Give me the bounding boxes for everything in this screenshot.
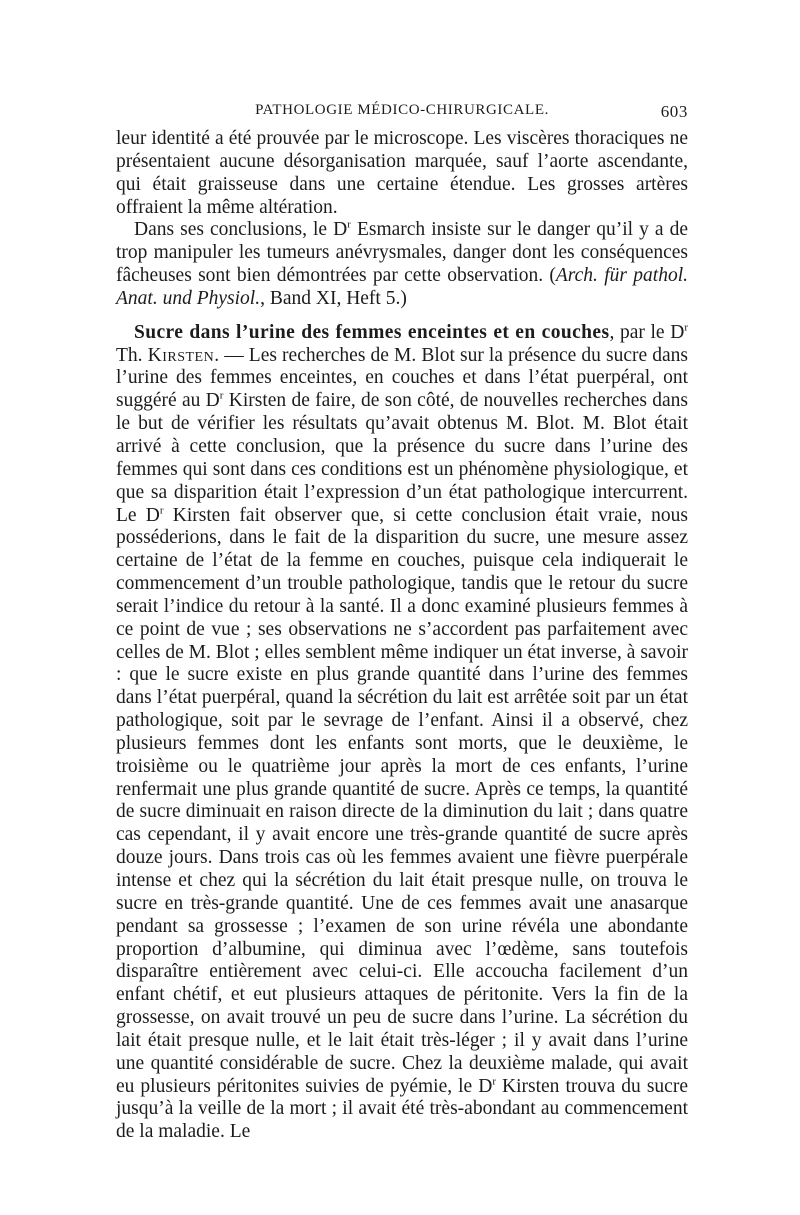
- article-body: Kirsten de faire, de son côté, de nouvelles recherches dans le but de vérifier les résultats qu’avait obtenus M. Blot. M. Blot était arrivé à cette conclusion, que la présence du sucre dans l’urine des femmes qui sont dans ces conditions est un phénomène physiologique, et que sa disparition était l’expression d’un état pathologique intercurrent. Le D: [116, 390, 688, 526]
- document-page: [116, 100, 688, 1144]
- author-name: Kirsten: [147, 344, 215, 366]
- doctor-abbrev-sup: r: [159, 504, 164, 516]
- paragraph-autopsy-findings: [116, 128, 688, 219]
- running-header: [116, 100, 688, 128]
- article-body: Kirsten trouva du sucre jusqu’à la veille de la mort ; il avait été très-abondant au commencement de la maladie. Le: [116, 1075, 688, 1143]
- author-initial: Th.: [116, 344, 148, 366]
- paragraph-text: leur identité a été prouvée par le microscope. Les viscères thoraciques ne présentaient aucune désorganisation marquée, sauf l’aorte ascendante, qui était graisseuse dans une certaine étendue. Les grosses artères offraient la même altération.: [116, 128, 688, 218]
- doctor-abbrev-sup: r: [347, 218, 351, 231]
- journal-citation: Arch. für pathol. Anat. und Physiol.: [116, 265, 688, 309]
- section-gap: [116, 311, 688, 322]
- article-body: Kirsten fait observer que, si cette conclusion était vraie, nous posséderions, dans le fait de la disparition du sucre, une mesure assez certaine de l’état de la femme en couches, puisque cela indiquerait le commencement d’un trouble pathologique, tandis que le retour du sucre serait l’indice du retour à la santé. Il a donc examiné plusieurs femmes à ce point de vue ; ses observations ne s’accordent pas parfaitement avec celles de M. Blot ; elles semblent même indiquer un état inverse, à savoir : que le sucre existe en plus grande quantité dans l’urine des femmes dans l’état puerpéral, quand la sécrétion du lait est arrêtée soit par un état pathologique, soit par le sevrage de l’enfant. Ainsi il a observé, chez plusieurs femmes dont les enfants sont morts, que le deuxième, le troisième ou le quatrième jour après la mort de ces enfants, l’urine renfermait une plus grande quantité de sucre. Après ce temps, la quantité de sucre diminuait en raison directe de la diminution du lait ; dans quatre cas cependant, il y avait encore une très-grande quantité de sucre après douze jours. Dans trois cas où les femmes avaient une fièvre puerpérale intense et chez qui la sécrétion du lait était presque nulle, on trouva le sucre en très-grande quantité. Une de ces femmes avait une anasarque pendant sa grossesse ; l’examen de son urine révéla une abondante proportion d’albumine, qui diminua avec l’œdème, sans toutefois disparaître entièrement avec celui-ci. Elle accoucha facilement d’un enfant chétif, et eut plusieurs attaques de péritonite. Vers la fin de la grossesse, on avait trouvé un peu de sucre dans l’urine. La sécrétion du lait était presque nulle, et le lait était très-léger ; il y avait dans l’urine une quantité considérable de sucre. Chez la deuxième malade, qui avait eu plusieurs péritonites suivies de pyémie, le D: [116, 504, 688, 1097]
- doctor-abbrev-sup: r: [219, 389, 224, 402]
- doctor-abbrev-sup: r: [492, 1075, 496, 1088]
- paragraph-lead: Dans ses conclusions, le D: [134, 219, 348, 241]
- citation-volume: , Band XI, Heft 5.): [260, 287, 407, 309]
- paragraph-main: Esmarch insiste sur le danger qu’il y a de trop manipuler les tumeurs anévrysmales, danger dont les conséquences fâcheuses sont bien démontrées par cette observation. (: [116, 219, 688, 287]
- page-number: 603: [660, 102, 688, 121]
- article-byline: , par le D: [609, 321, 685, 343]
- paragraph-esmarch-conclusions: [116, 219, 688, 310]
- article-sucre-urine: [116, 322, 688, 1144]
- article-body: . — Les recherches de M. Blot sur la présence du sucre dans l’urine des femmes enceintes, en couches et dans l’état puerpéral, ont suggéré au D: [116, 344, 688, 412]
- running-title: PATHOLOGIE MÉDICO-CHIRURGICALE.: [255, 102, 549, 118]
- article-title: Sucre dans l’urine des femmes enceintes et en couches: [134, 321, 610, 343]
- doctor-abbrev-sup: r: [684, 321, 688, 334]
